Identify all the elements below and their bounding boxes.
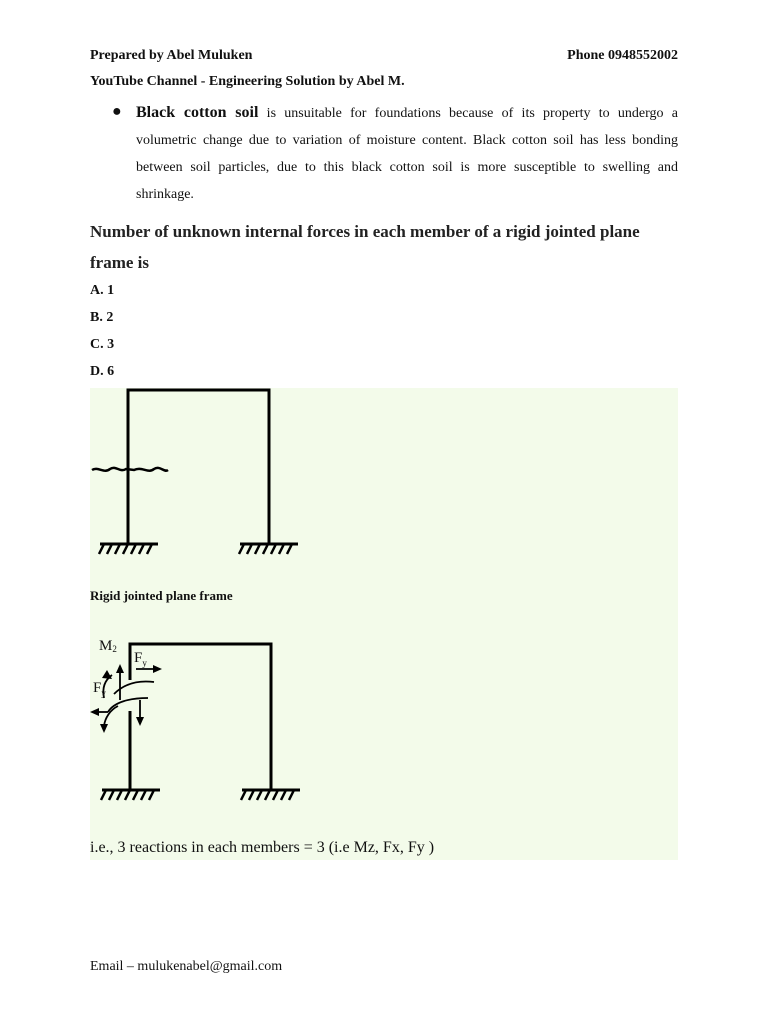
frame-1 [92, 390, 298, 554]
option-c: C. 3 [90, 337, 115, 352]
bullet-dot-icon: ● [112, 103, 122, 120]
figure-panel [90, 388, 678, 860]
phone-header: Phone 0948552002 [567, 48, 678, 63]
email-footer: Email – mulukenabel@gmail.com [90, 959, 283, 974]
bullet-paragraph [136, 99, 678, 208]
force-label-right: $F_y$ [134, 650, 147, 668]
option-b: B. 2 [90, 310, 114, 325]
bullet-item [112, 99, 678, 208]
bullet-body: is unsuitable for foundations because of its property to undergo a volumetric change due to variation of moisture content. Black cotton soil has less bonding between soil particles, due to this black cotton soil is more susceptible to swelling and shrinkage. [136, 106, 678, 202]
frame-diagrams [90, 388, 678, 860]
frame-2 [90, 644, 300, 800]
answer-text: i.e., 3 reactions in each members = 3 (i.e Mz, Fx, Fy ) [90, 839, 435, 856]
force-label-left: $F_y$ [93, 680, 106, 698]
figure-caption: Rigid jointed plane frame [90, 588, 233, 603]
author-header: Prepared by Abel Muluken [90, 48, 253, 63]
option-d: D. 6 [90, 364, 115, 379]
bullet-term: Black cotton soil [136, 104, 259, 121]
question-text: Number of unknown internal forces in each member of a rigid jointed plane frame is [90, 222, 640, 272]
youtube-channel-header: YouTube Channel - Engineering Solution by Abel M. [90, 74, 405, 89]
option-a: A. 1 [90, 283, 115, 298]
moment-label: M2 [99, 638, 117, 654]
